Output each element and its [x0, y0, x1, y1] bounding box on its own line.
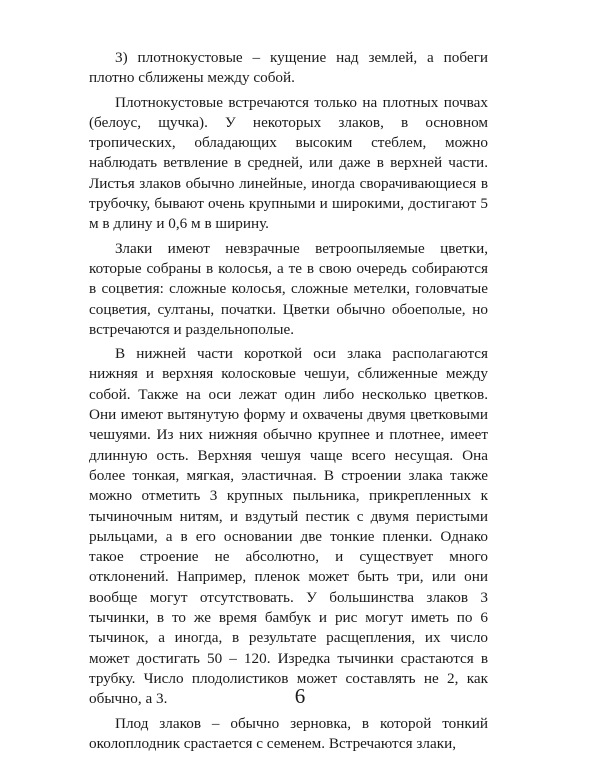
body-text: [89, 48, 488, 758]
paragraph-5: Плод злаков – обычно зерновка, в которой тонкий околоплодник срастается с семенем. Встречаются злаки,: [89, 714, 488, 752]
paragraph-1: 3) плотнокустовые – кущение над землей, а побеги плотно сближены между собой.: [89, 49, 488, 87]
page-number: 6: [294, 684, 306, 708]
paragraph-4: В нижней части короткой оси злака располагаются нижняя и верхняя колосковые чешуи, сближенные между собой. Также на оси лежат один либо несколько цветков. Они имеют вытянутую форму и охвачены двумя цветковыми чешуями. Из них нижняя обычно крупнее и плотнее, имеет длинную ость. Верхняя чешуя чаще всего несущая. Она более тонкая, мягкая, эластичная. В строении злака также можно отметить 3 крупных пыльника, прикрепленных к тычиночным нитям, и вздутый пестик с двумя перистыми рыльцами, а в его основании две тонкие пленки. Однако такое строение не абсолютно, и существует много отклонений. Например, пленок может быть три, или они вообще могут отсутствовать. У большинства злаков 3 тычинки, в то же время бамбук и рис могут иметь по 6 тычинок, а иногда, в результате расщепления, их число может достигать 50 – 120. Изредка тычинки срастаются в трубку. Число плодолистиков может составлять не 2, как обычно, а 3.: [89, 345, 488, 708]
paragraph-2: Плотнокустовые встречаются только на плотных почвах (белоус, щучка). У некоторых злаков, в основном тропических, обладающих высоким стеблем, можно наблюдать ветвление в средней, или даже в верхней части. Листья злаков обычно линейные, иногда сворачивающиеся в трубочку, бывают очень крупными и широкими, достигают 5 м в длину и 0,6 м в ширину.: [89, 93, 488, 233]
paragraph-3: Злаки имеют невзрачные ветроопыляемые цветки, которые собраны в колосья, а те в свою очередь собираются в соцветия: сложные колосья, сложные метелки, головчатые соцветия, султаны, початки. Цветки обычно обоеполые, но встречаются и раздельнополые.: [89, 239, 488, 338]
